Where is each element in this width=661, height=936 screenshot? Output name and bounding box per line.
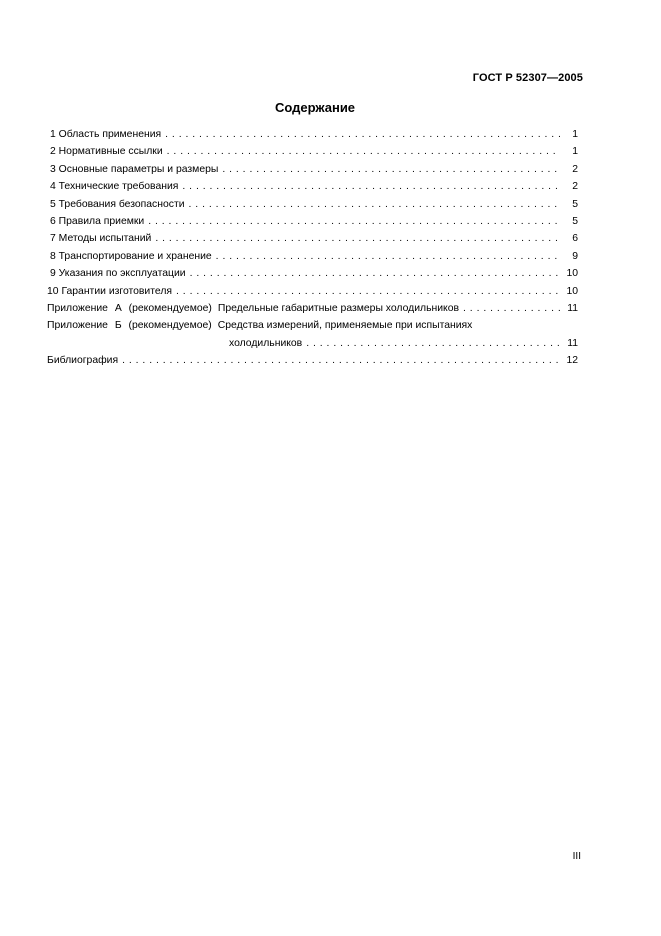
dot-leader <box>216 248 560 265</box>
toc-item-page: 2 <box>572 181 578 193</box>
toc-appendix-a[interactable] <box>47 300 578 317</box>
toc-item-page: 5 <box>572 215 578 227</box>
toc-item-label: 5 Требования безопасности <box>50 198 185 210</box>
toc-item[interactable] <box>47 248 578 265</box>
dot-leader <box>122 352 560 369</box>
table-of-contents <box>47 126 578 369</box>
toc-item[interactable] <box>47 196 578 213</box>
toc-item-label: 9 Указания по эксплуатации <box>50 268 186 280</box>
appendix-b-title-line2: холодильников <box>229 337 303 349</box>
toc-item-label: 7 Методы испытаний <box>50 233 152 245</box>
appendix-a-page: 11 <box>567 302 578 314</box>
dot-leader <box>222 161 560 178</box>
appendix-a-title: Предельные габаритные размеры холодильников <box>217 302 460 314</box>
toc-bibliography[interactable] <box>47 352 578 369</box>
dot-leader <box>463 300 560 317</box>
toc-item-page: 1 <box>572 129 578 140</box>
toc-item-label: 3 Основные параметры и размеры <box>50 163 219 175</box>
page-number: III <box>572 851 581 862</box>
toc-item-page: 1 <box>572 146 578 158</box>
dot-leader <box>155 230 560 247</box>
dot-leader <box>167 143 560 160</box>
appendix-a-prefix: Приложение А (рекомендуемое) <box>47 302 212 314</box>
dot-leader <box>182 178 560 195</box>
toc-item[interactable] <box>47 213 578 230</box>
toc-item-page: 6 <box>572 233 578 245</box>
page-title: Содержание <box>274 100 356 115</box>
toc-item-label: 4 Технические требования <box>50 181 179 193</box>
toc-item-page: 10 <box>566 285 578 297</box>
toc-item[interactable] <box>47 143 578 160</box>
appendix-b-title-line1: Средства измерений, применяемые при испытаниях <box>217 320 473 332</box>
dot-leader <box>148 213 560 230</box>
toc-item[interactable] <box>47 265 578 282</box>
toc-item-page: 10 <box>566 268 578 280</box>
toc-item-page: 5 <box>572 198 578 210</box>
bibliography-page: 12 <box>566 355 578 367</box>
dot-leader <box>189 196 560 213</box>
toc-item-label: 6 Правила приемки <box>50 215 145 227</box>
appendix-b-prefix: Приложение Б (рекомендуемое) <box>47 320 212 332</box>
toc-appendix-b[interactable] <box>47 317 578 352</box>
dot-leader <box>165 126 560 143</box>
toc-item[interactable] <box>47 126 578 143</box>
dot-leader <box>190 265 560 282</box>
bibliography-label: Библиография <box>47 355 119 367</box>
toc-item-label: 2 Нормативные ссылки <box>50 146 163 158</box>
toc-item[interactable] <box>47 178 578 195</box>
toc-item-page: 9 <box>572 250 578 262</box>
toc-item-label: 1 Область применения <box>50 129 162 140</box>
document-code: ГОСТ Р 52307—2005 <box>472 72 583 84</box>
toc-item[interactable] <box>47 230 578 247</box>
appendix-b-page: 11 <box>567 337 578 349</box>
dot-leader <box>306 335 560 352</box>
dot-leader <box>176 283 560 300</box>
toc-item[interactable] <box>47 283 578 300</box>
toc-item-page: 2 <box>572 163 578 175</box>
toc-item-label: 8 Транспортирование и хранение <box>50 250 212 262</box>
toc-item-label: 10 Гарантии изготовителя <box>47 285 173 297</box>
toc-item[interactable] <box>47 161 578 178</box>
